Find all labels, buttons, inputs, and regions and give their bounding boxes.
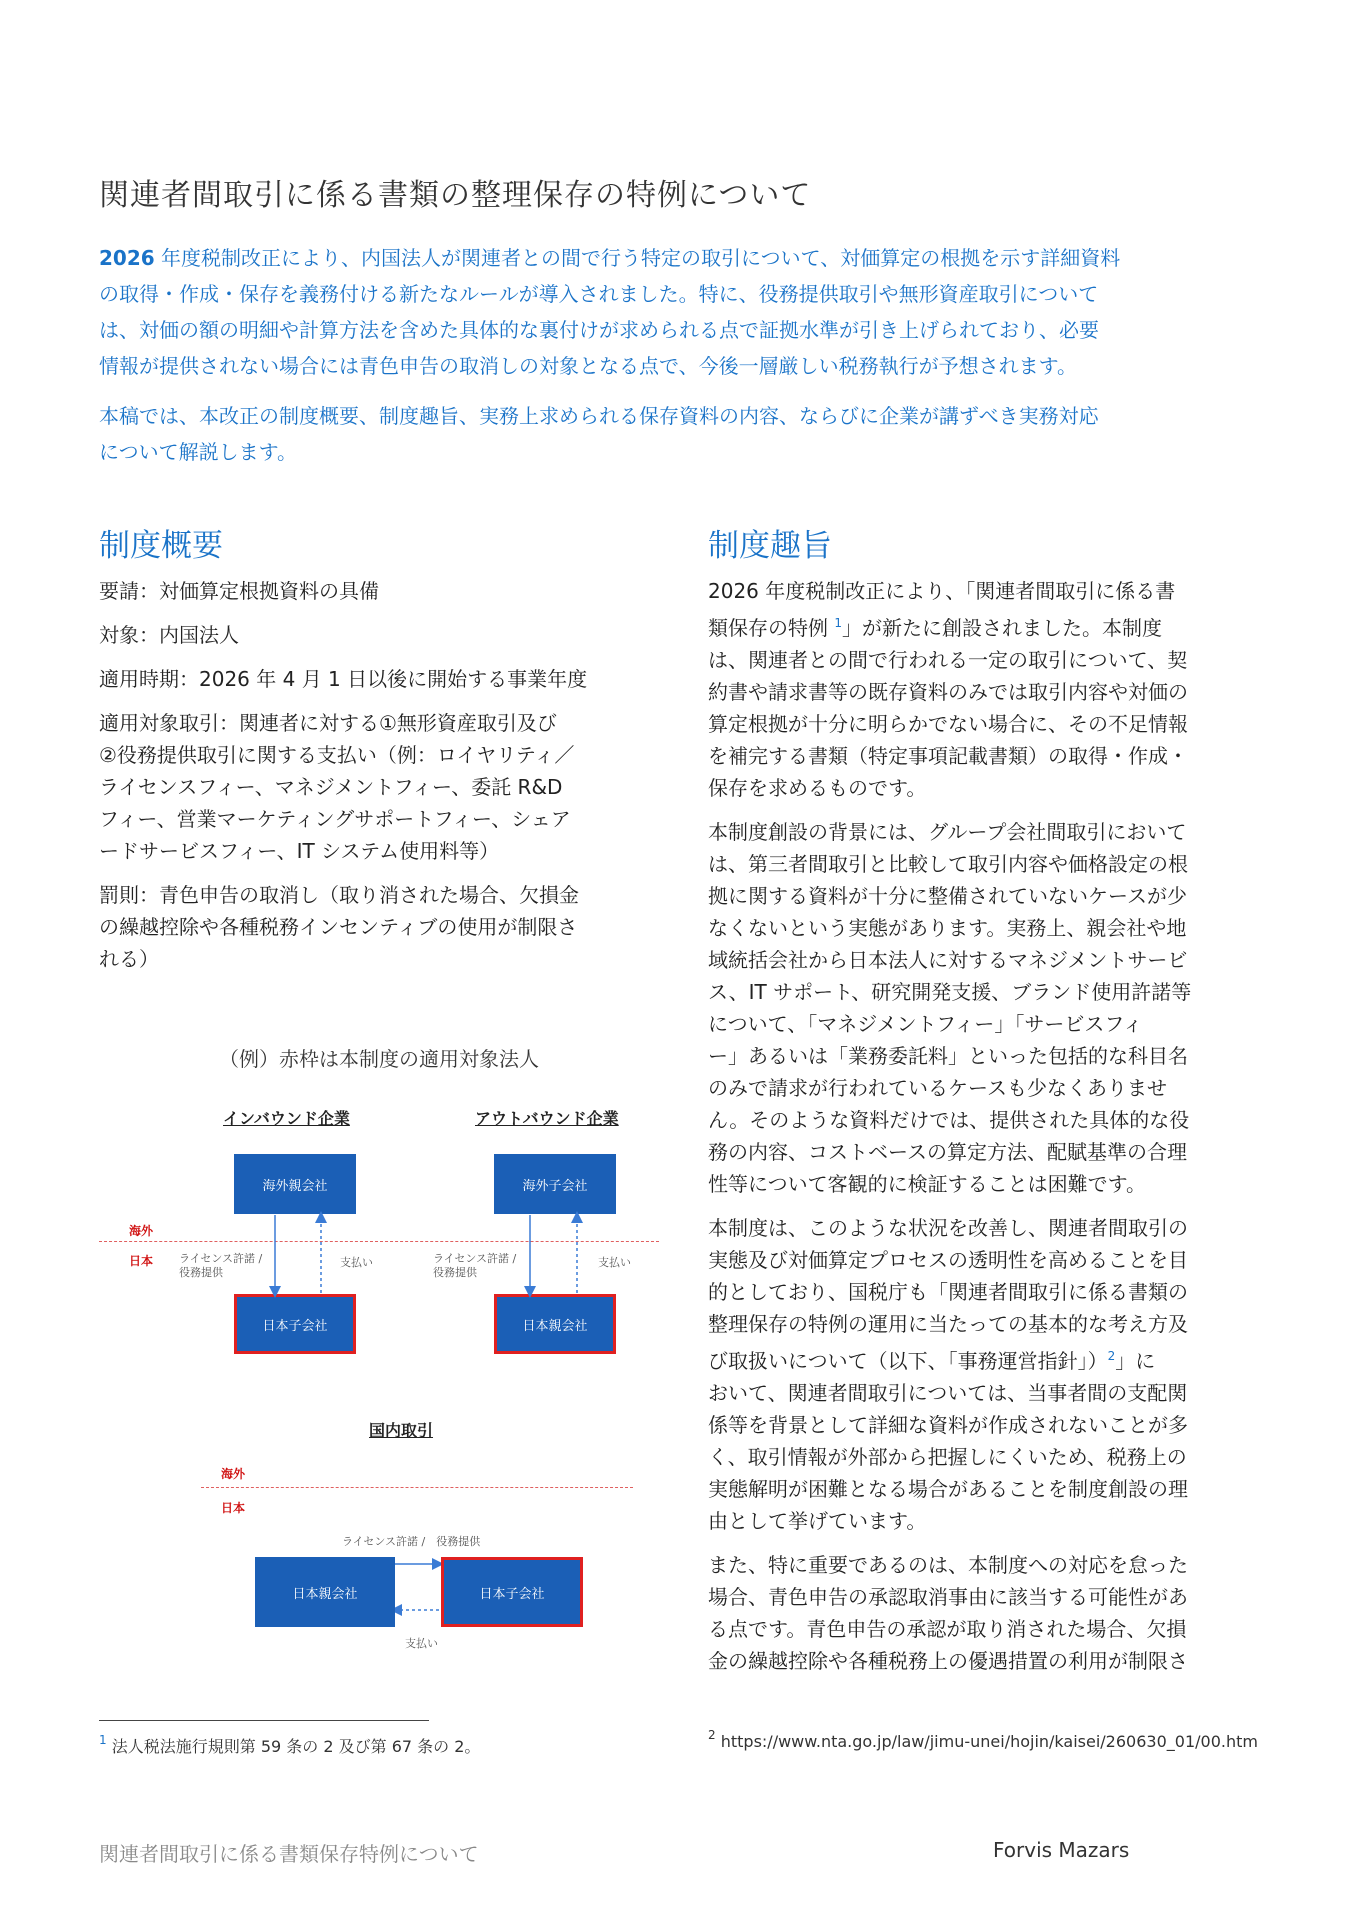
payment-label: 支払い bbox=[405, 1637, 438, 1650]
payment-label: 支払い bbox=[598, 1256, 631, 1269]
intro-line: 年度税制改正により、内国法人が関連者との間で行う特定の取引について、対価算定の根拠を示す詳細資料 bbox=[154, 246, 1121, 270]
footnote-ref[interactable]: 1 bbox=[834, 616, 842, 630]
purpose-line: は、第三者間取引と比較して取引内容や価格設定の根 bbox=[708, 852, 1188, 876]
overview-line: れる） bbox=[99, 947, 159, 971]
japan-parent-box: 日本親会社 bbox=[255, 1557, 395, 1627]
overview-item bbox=[99, 663, 659, 695]
overseas-parent-box: 海外親会社 bbox=[234, 1154, 356, 1214]
domestic-title: 国内取引 bbox=[369, 1421, 434, 1440]
purpose-line: 2026 年度税制改正により、「関連者間取引に係る書 bbox=[708, 579, 1176, 603]
overview-line: ードサービスフィー、IT システム使用料等） bbox=[99, 839, 500, 863]
footnote-marker: 2 bbox=[708, 1728, 716, 1742]
footer-title: 関連者間取引に係る書類保存特例について bbox=[99, 1842, 479, 1866]
payment-label: 支払い bbox=[340, 1256, 373, 1269]
overview-line: 適用時期：2026 年 4 月 1 日以後に開始する事業年度 bbox=[99, 667, 588, 691]
purpose-line: び取扱いについて（以下、「事務運営指針」）$^2$」に bbox=[708, 1349, 1156, 1373]
purpose-line: 性等について客観的に検証することは困難です。 bbox=[708, 1172, 1146, 1196]
purpose-text bbox=[708, 575, 1268, 1689]
footer-brand: Forvis Mazars bbox=[993, 1838, 1130, 1862]
intro-line: の取得・作成・保存を義務付ける新たなルールが導入されました。特に、役務提供取引や無形資産取引について bbox=[99, 282, 1099, 306]
footnote-2[interactable] bbox=[708, 1728, 1258, 1751]
overview-line: ②役務提供取引に関する支払い（例：ロイヤリティ／ bbox=[99, 743, 575, 767]
overview-line: 適用対象取引：関連者に対する①無形資産取引及び bbox=[99, 711, 557, 735]
purpose-line: 係等を背景として詳細な資料が作成されないことが多 bbox=[708, 1413, 1188, 1437]
overview-item bbox=[99, 575, 659, 607]
purpose-line: 拠に関する資料が十分に整備されていないケースが少 bbox=[708, 884, 1187, 908]
purpose-line: 本制度は、このような状況を改善し、関連者間取引の bbox=[708, 1216, 1188, 1240]
purpose-paragraph bbox=[708, 1549, 1268, 1677]
purpose-paragraph bbox=[708, 1212, 1268, 1537]
border-line bbox=[201, 1487, 633, 1488]
intro-line: について解説します。 bbox=[99, 440, 297, 464]
overview-item bbox=[99, 879, 659, 975]
purpose-line: 域統括会社から日本法人に対するマネジメントサービ bbox=[708, 948, 1188, 972]
purpose-line: のみで請求が行われているケースも少なくありませ bbox=[708, 1076, 1167, 1100]
overview-line: 対象：内国法人 bbox=[99, 623, 239, 647]
purpose-line: ん。そのような資料だけでは、提供された具体的な役 bbox=[708, 1108, 1190, 1132]
japan-subsidiary-box: 日本子会社 bbox=[441, 1557, 583, 1627]
purpose-line: 算定根拠が十分に明らかでない場合に、その不足情報 bbox=[708, 712, 1188, 736]
intro-line: 本稿では、本改正の制度概要、制度趣旨、実務上求められる保存資料の内容、ならびに企業が講ずべき実務対応 bbox=[99, 404, 1099, 428]
overview-line: の繰越控除や各種税務インセンティブの使用が制限さ bbox=[99, 915, 578, 939]
purpose-line: 的としており、国税庁も「関連者間取引に係る書類の bbox=[708, 1280, 1188, 1304]
footnote-1: $^1$ 法人税法施行規則第 59 条の 2 及び第 67 条の 2。 bbox=[99, 1733, 481, 1756]
purpose-line: なくないという実態があります。実務上、親会社や地 bbox=[708, 916, 1187, 940]
intro-line: 情報が提供されない場合には青色申告の取消しの対象となる点で、今後一層厳しい税務執行が予想されます。 bbox=[99, 354, 1077, 378]
purpose-line: 務の内容、コストベースの算定方法、配賦基準の合理 bbox=[708, 1140, 1187, 1164]
purpose-line: 実態解明が困難となる場合があることを制度創設の理 bbox=[708, 1477, 1188, 1501]
overview-line: 要請：対価算定根拠資料の具備 bbox=[99, 579, 379, 603]
japan-subsidiary-box: 日本子会社 bbox=[234, 1294, 356, 1354]
purpose-line: 約書や請求書等の既存資料のみでは取引内容や対価の bbox=[708, 680, 1188, 704]
overseas-label: 海外 bbox=[221, 1467, 246, 1481]
footnote-marker: 1 bbox=[99, 1733, 107, 1747]
japan-label: 日本 bbox=[129, 1254, 154, 1268]
purpose-line: く、取引情報が外部から把握しにくいため、税務上の bbox=[708, 1445, 1187, 1469]
intro-paragraph-1 bbox=[99, 240, 1269, 384]
outbound-title: アウトバウンド企業 bbox=[475, 1109, 619, 1128]
overview-list bbox=[99, 575, 659, 987]
page-title: 関連者間取引に係る書類の整理保存の特例について bbox=[99, 178, 812, 213]
overview-line: ライセンスフィー、マネジメントフィー、委託 R&D bbox=[99, 775, 563, 799]
license-label: ライセンス許諾 / 役務提供 bbox=[179, 1252, 263, 1279]
intro-paragraph-2 bbox=[99, 398, 1269, 470]
section-heading-overview: 制度概要 bbox=[99, 528, 223, 564]
purpose-line: 場合、青色申告の承認取消事由に該当する可能性があ bbox=[708, 1585, 1188, 1609]
purpose-line: る点です。青色申告の承認が取り消された場合、欠損 bbox=[708, 1617, 1187, 1641]
footnote-link[interactable]: https://www.nta.go.jp/law/jimu-unei/hojin/kaisei/260630_01/00.htm bbox=[715, 1732, 1258, 1751]
purpose-line: は、関連者との間で行われる一定の取引について、契 bbox=[708, 648, 1188, 672]
purpose-line: 整理保存の特例の運用に当たっての基本的な考え方及 bbox=[708, 1312, 1188, 1336]
license-label: ライセンス許諾 / 役務提供 bbox=[342, 1535, 481, 1548]
overseas-label: 海外 bbox=[129, 1224, 154, 1238]
purpose-line: 類保存の特例 $^1$」が新たに創設されました。本制度 bbox=[708, 616, 1162, 640]
japan-label: 日本 bbox=[221, 1501, 246, 1515]
purpose-line: 本制度創設の背景には、グループ会社間取引において bbox=[708, 820, 1187, 844]
purpose-line: ー」あるいは「業務委託料」といった包括的な科目名 bbox=[708, 1044, 1188, 1068]
intro-line: は、対価の額の明細や計算方法を含めた具体的な裏付けが求められる点で証拠水準が引き上げられており、必要 bbox=[99, 318, 1099, 342]
purpose-line: について、「マネジメントフィー」「サービスフィ bbox=[708, 1012, 1143, 1036]
footnote-ref[interactable]: 2 bbox=[1107, 1349, 1116, 1363]
purpose-line: 金の繰越控除や各種税務上の優遇措置の利用が制限さ bbox=[708, 1649, 1188, 1673]
footnote-rule bbox=[99, 1720, 429, 1721]
purpose-line: 実態及び対価算定プロセスの透明性を高めることを目 bbox=[708, 1248, 1188, 1272]
overview-item bbox=[99, 619, 659, 651]
overview-line: フィー、営業マーケティングサポートフィー、シェア bbox=[99, 807, 571, 831]
japan-parent-box: 日本親会社 bbox=[494, 1294, 616, 1354]
license-label: ライセンス許諾 / 役務提供 bbox=[433, 1252, 517, 1279]
purpose-line: ス、IT サポート、研究開発支援、ブランド使用許諾等 bbox=[708, 980, 1192, 1004]
purpose-line: 由として挙げています。 bbox=[708, 1509, 927, 1533]
intro-year: 2026 bbox=[99, 246, 155, 270]
section-heading-purpose: 制度趣旨 bbox=[708, 528, 832, 564]
purpose-line: また、特に重要であるのは、本制度への対応を怠った bbox=[708, 1553, 1188, 1577]
purpose-line: おいて、関連者間取引については、当事者間の支配関 bbox=[708, 1381, 1188, 1405]
overseas-subsidiary-box: 海外子会社 bbox=[494, 1154, 616, 1214]
diagram bbox=[99, 1030, 659, 1670]
inbound-title: インバウンド企業 bbox=[223, 1109, 350, 1128]
overview-item bbox=[99, 707, 659, 867]
purpose-line: 保存を求めるものです。 bbox=[708, 776, 927, 800]
overview-line: 罰則：青色申告の取消し（取り消された場合、欠損金 bbox=[99, 883, 579, 907]
purpose-line: を補完する書類（特定事項記載書類）の取得・作成・ bbox=[708, 744, 1188, 768]
purpose-paragraph bbox=[708, 575, 1268, 804]
diagram-caption: （例）赤枠は本制度の適用対象法人 bbox=[219, 1047, 539, 1071]
purpose-paragraph bbox=[708, 816, 1268, 1200]
